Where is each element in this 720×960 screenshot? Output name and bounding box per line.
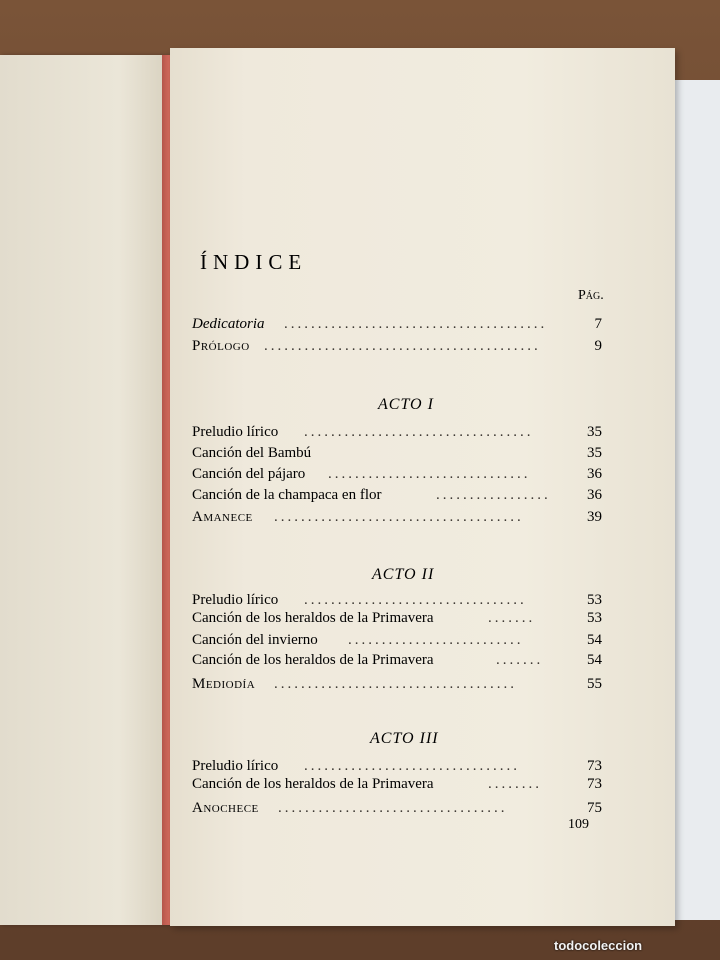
toc-entry-label: Canción de los heraldos de la Primavera — [192, 776, 434, 792]
leader-dots: ................................ — [304, 758, 520, 774]
toc-entry — [192, 652, 602, 672]
act-heading: ACTO II — [372, 566, 435, 583]
toc-entry-page: 35 — [587, 424, 602, 440]
toc-entry — [192, 800, 602, 820]
toc-entry-label: Canción de los heraldos de la Primavera — [192, 610, 434, 626]
leader-dots: .......................... — [348, 632, 524, 648]
toc-entry-label: Dedicatoria — [192, 316, 265, 332]
toc-entry — [192, 487, 602, 507]
toc-entry-label: Preludio lírico — [192, 758, 279, 774]
leader-dots: .................................. — [304, 424, 534, 440]
leader-dots: ................. — [436, 487, 551, 503]
toc-entry-label: Prólogo — [192, 338, 250, 354]
toc-entry-page: 36 — [587, 487, 602, 503]
left-page — [0, 55, 170, 925]
toc-entry-page: 7 — [594, 316, 602, 332]
toc-entry — [192, 632, 602, 652]
toc-entry — [192, 776, 602, 796]
toc-entry — [192, 466, 602, 486]
page-column-label: Pág. — [578, 288, 604, 303]
toc-entry-label: Canción de los heraldos de la Primavera — [192, 652, 434, 668]
toc-entry-page: 9 — [594, 338, 602, 354]
leader-dots: ..................................... — [274, 509, 524, 525]
toc-entry-page: 55 — [587, 676, 602, 692]
leader-dots: .................................. — [278, 800, 508, 816]
toc-entry-page: 75 — [587, 800, 602, 816]
toc-entry-page: 73 — [587, 758, 602, 774]
toc-entry — [192, 338, 602, 358]
toc-entry-label: Anochece — [192, 800, 259, 816]
toc-entry — [192, 509, 602, 529]
leader-dots: ......................................... — [264, 338, 541, 354]
toc-entry-page: 73 — [587, 776, 602, 792]
toc-entry-page: 36 — [587, 466, 602, 482]
act-heading: ACTO I — [378, 396, 434, 413]
toc-entry-page: 53 — [587, 610, 602, 626]
leader-dots: ....................................... — [284, 316, 548, 332]
toc-entry-label: Mediodía — [192, 676, 256, 692]
toc-entry-label: Amanece — [192, 509, 253, 525]
act-heading: ACTO III — [370, 730, 439, 747]
toc-entry-label: Canción del pájaro — [192, 466, 306, 482]
leader-dots: ....... — [488, 610, 536, 626]
toc-entry-page: 53 — [587, 592, 602, 608]
watermark: todocoleccion — [554, 938, 643, 953]
toc-entry — [192, 445, 602, 465]
toc-entry-page: 54 — [587, 632, 602, 648]
leader-dots: ................................. — [304, 592, 527, 608]
toc-entry-page: 54 — [587, 652, 602, 668]
toc-entry — [192, 424, 602, 444]
toc-entry — [192, 676, 602, 696]
toc-entry — [192, 316, 602, 336]
toc-entry-label: Preludio lírico — [192, 592, 279, 608]
toc-entry — [192, 592, 602, 612]
toc-entry — [192, 758, 602, 778]
page-number: 109 — [568, 817, 589, 832]
toc-entry — [192, 610, 602, 630]
leader-dots: ........ — [488, 776, 542, 792]
toc-entry-label: Preludio lírico — [192, 424, 279, 440]
toc-entry-label: Canción del Bambú — [192, 445, 312, 461]
leader-dots: .................................... — [274, 676, 517, 692]
toc-entry-label: Canción de la champaca en flor — [192, 487, 382, 503]
toc-entry-page: 39 — [587, 509, 602, 525]
toc-entry-page: 35 — [587, 445, 602, 461]
leader-dots: ....... — [496, 652, 544, 668]
toc-entry-label: Canción del invierno — [192, 632, 318, 648]
leader-dots: .............................. — [328, 466, 531, 482]
index-title: ÍNDICE — [200, 250, 308, 274]
